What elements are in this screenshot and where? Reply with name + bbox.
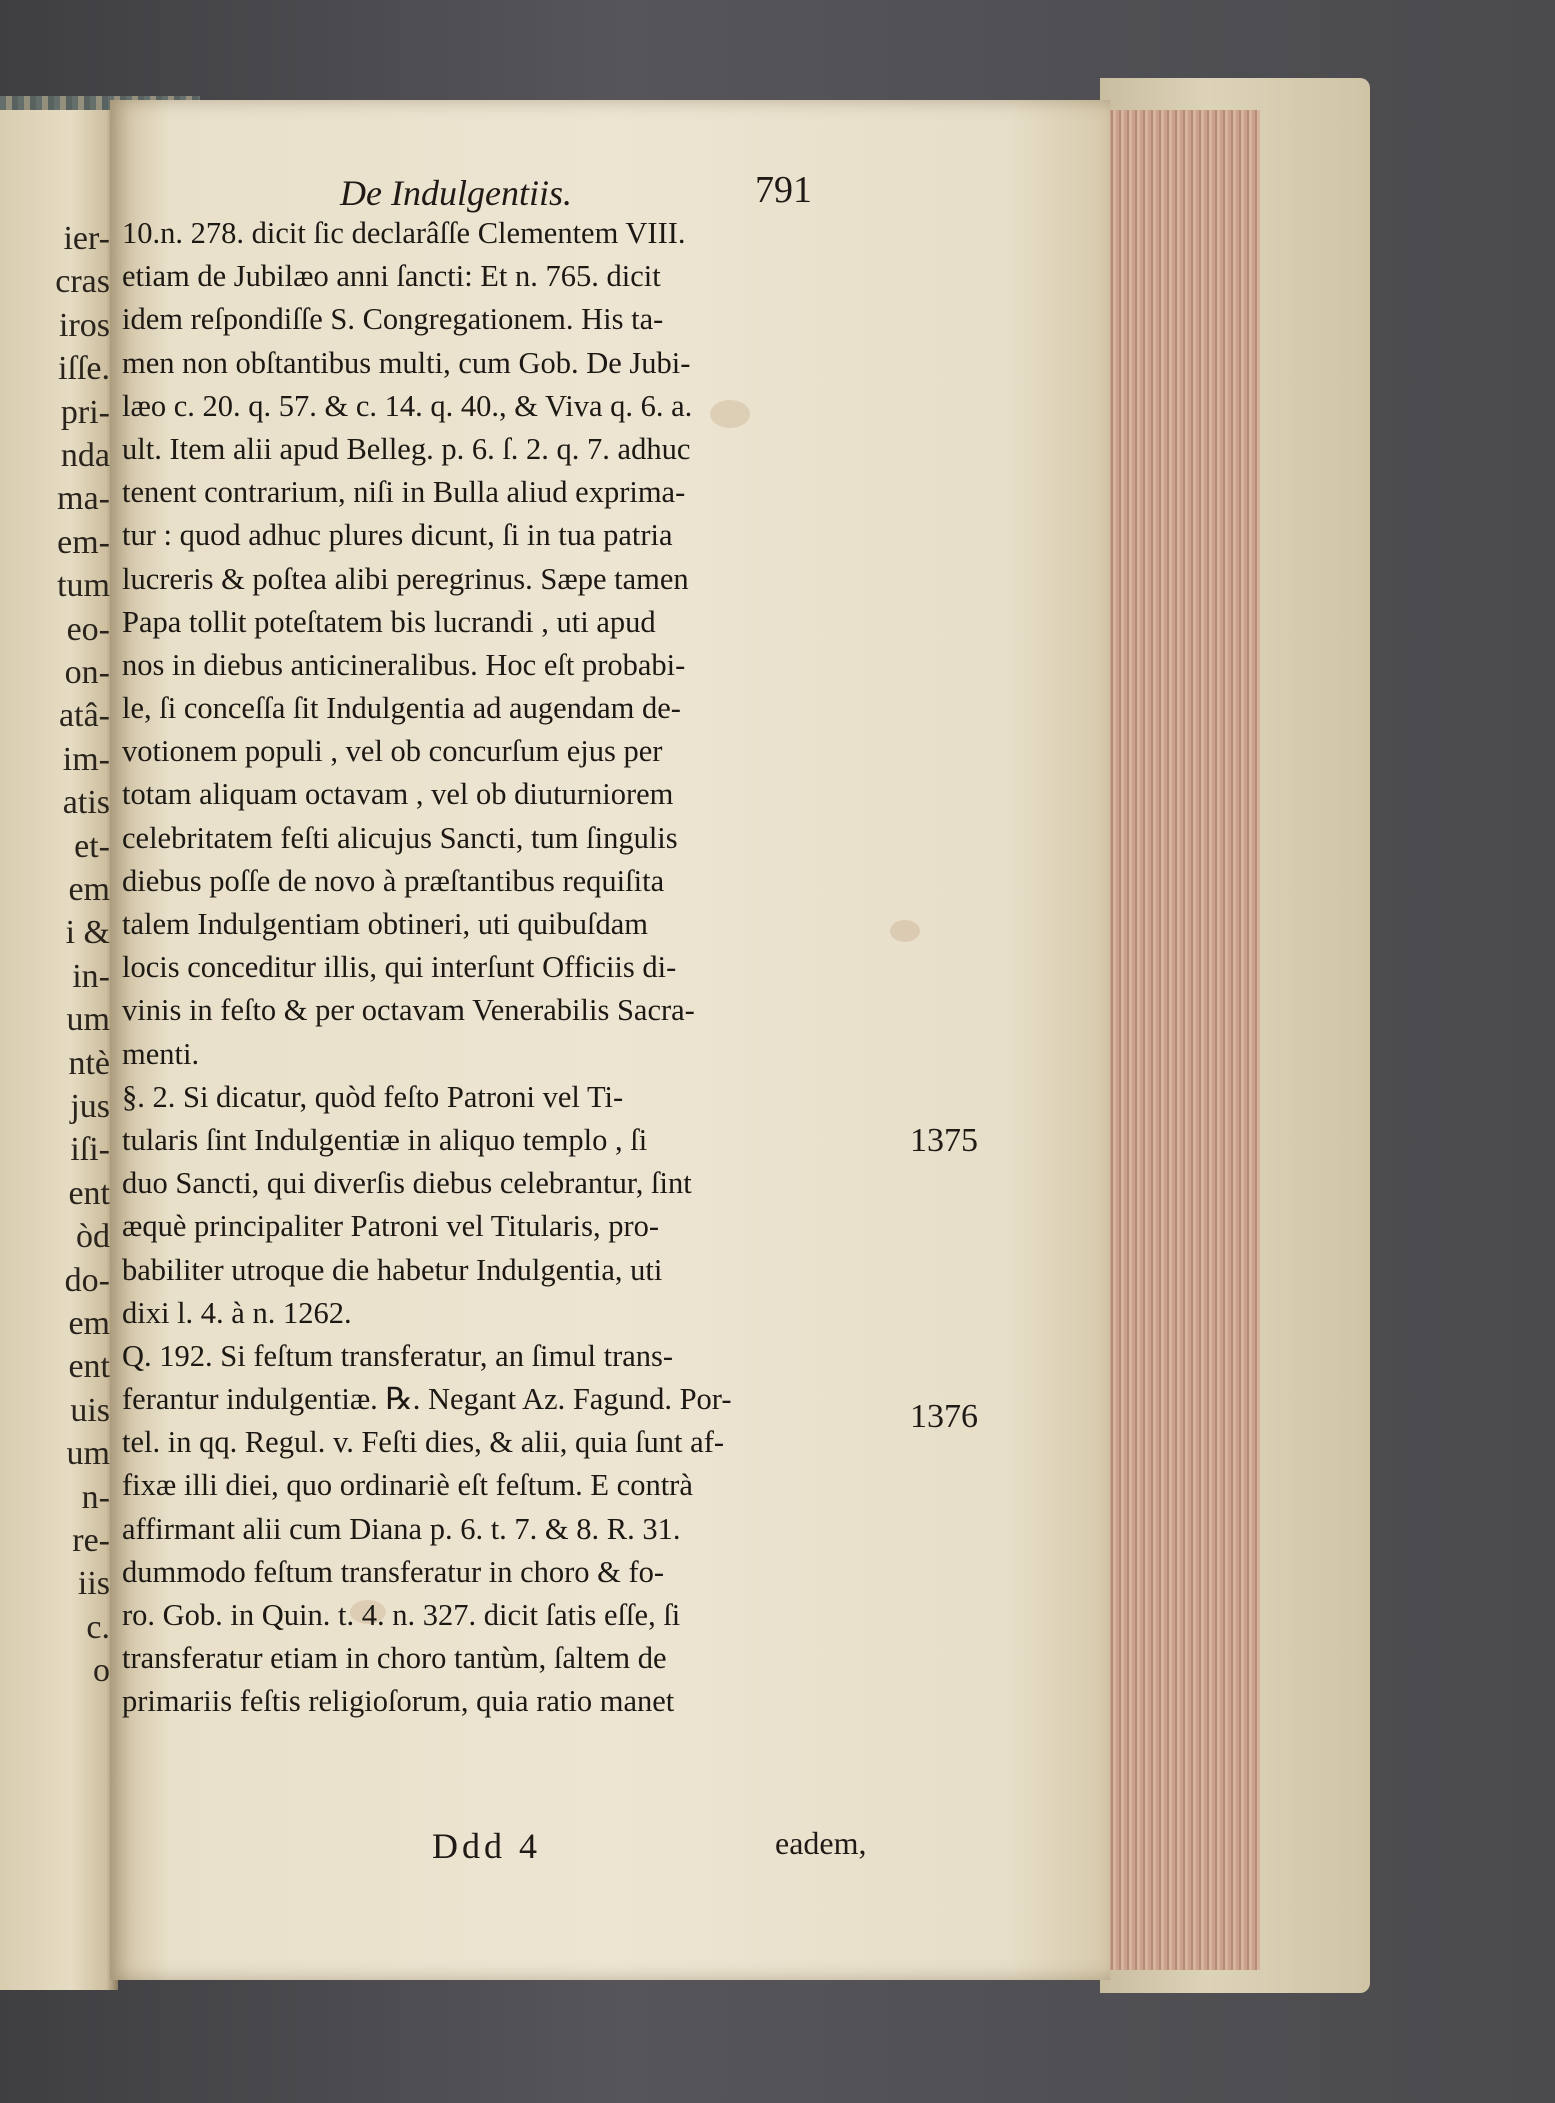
left-page-fragment: ier- — [63, 220, 110, 257]
left-page-fragment: ent — [68, 1348, 110, 1386]
text-line: æquè principaliter Patroni vel Titularis, pro- — [122, 1209, 660, 1244]
catchword: eadem, — [775, 1825, 867, 1861]
text-line: 10.n. 278. dicit ſic declarâſſe Clementem VIII. — [122, 216, 686, 250]
marginal-number: 1375 — [910, 1122, 978, 1159]
text-line: babiliter utroque die habetur Indulgentia, uti — [122, 1252, 663, 1287]
left-page-fragment: em- — [57, 523, 110, 561]
left-page-fragment: tum — [57, 567, 110, 605]
text-line: læo c. 20. q. 57. & c. 14. q. 40., & Viva q. 6. a. — [122, 388, 693, 423]
text-line: vinis in feſto & per octavam Venerabilis Sacra- — [122, 993, 695, 1028]
left-page-fragment: atâ- — [59, 697, 110, 735]
text-line: le, ſi conceſſa ſit Indulgentia ad augendam de- — [122, 691, 681, 726]
left-page-fragment: em — [68, 1305, 110, 1342]
left-page-fragment: on- — [64, 654, 110, 691]
text-line: transferatur etiam in choro tantùm, ſaltem de — [122, 1641, 667, 1676]
left-page-fragment: n- — [81, 1478, 110, 1516]
text-line: menti. — [122, 1036, 200, 1071]
text-line: idem reſpondiſſe S. Congregationem. His ta- — [122, 302, 664, 337]
text-line: duo Sancti, qui diverſis diebus celebrantur, ſint — [122, 1166, 692, 1201]
page-number: 791 — [755, 169, 812, 211]
left-page-fragment: ma- — [57, 480, 110, 518]
left-page-fragment: jus — [70, 1088, 110, 1125]
text-line: tel. in qq. Regul. v. Feſti dies, & alii, quia ſunt af- — [122, 1425, 725, 1460]
text-line: etiam de Jubilæo anni ſancti: Et n. 765. dicit — [122, 259, 661, 294]
text-line: §. 2. Si dicatur, quòd feſto Patroni vel Ti- — [122, 1079, 624, 1114]
left-page-fragment: em — [68, 871, 110, 908]
left-page-fragment: et- — [74, 827, 110, 865]
left-page-fragment: do- — [64, 1261, 110, 1299]
text-line: tenent contrarium, niſi in Bulla aliud exprima- — [122, 475, 686, 510]
running-head: De Indulgentiis. — [340, 173, 572, 213]
text-line: nos in diebus anticineralibus. Hoc eſt probabi- — [122, 647, 686, 682]
left-page-fragment: iros — [59, 306, 110, 344]
left-page-fragment: um — [66, 1001, 110, 1039]
left-page-fragment: òd — [76, 1218, 110, 1256]
left-page-fragment: atis — [62, 784, 110, 822]
text-line: dummodo feſtum transferatur in choro & fo- — [122, 1554, 665, 1589]
left-page-fragment: eo- — [66, 610, 110, 648]
text-line: totam aliquam octavam , vel ob diuturniorem — [122, 777, 674, 812]
left-page-fragment: i & — [65, 914, 110, 952]
text-line: tur : quod adhuc plures dicunt, ſi in tua patria — [122, 518, 673, 553]
text-line: lucreris & poſtea alibi peregrinus. Sæpe tamen — [122, 561, 689, 596]
text-line: primariis feſtis religioſorum, quia ratio manet — [122, 1684, 675, 1719]
left-page — [0, 110, 118, 1990]
text-line: tularis ſint Indulgentiæ in aliquo templo , ſi — [122, 1122, 648, 1157]
text-line: locis conceditur illis, qui interſunt Officiis di- — [122, 950, 677, 985]
text-line: Q. 192. Si feſtum transferatur, an ſimul trans- — [122, 1338, 674, 1373]
text-line: ferantur indulgentiæ. ℞. Negant Az. Fagund. Por- — [122, 1382, 732, 1417]
text-line: Papa tollit poteſtatem bis lucrandi , uti apud — [122, 604, 656, 639]
left-page-fragment: ent — [68, 1174, 110, 1212]
left-page-fragment: iſi- — [70, 1131, 110, 1169]
text-line: ro. Gob. in Quin. t. 4. n. 327. dicit ſatis eſſe, ſi — [122, 1598, 681, 1632]
signature-mark: Ddd 4 — [432, 1826, 541, 1866]
text-line: dixi l. 4. à n. 1262. — [122, 1295, 352, 1330]
text-line: celebritatem feſti alicujus Sancti, tum ſingulis — [122, 820, 678, 855]
left-page-fragment: iis — [77, 1565, 110, 1603]
left-page-fragment: pri- — [60, 393, 110, 431]
text-line: talem Indulgentiam obtineri, uti quibuſdam — [122, 907, 649, 941]
marginal-number: 1376 — [910, 1398, 978, 1435]
left-page-fragment: uis — [70, 1391, 110, 1429]
left-page-fragment: nda — [60, 437, 110, 474]
left-page-fragment: in- — [72, 957, 110, 995]
text-line: ult. Item alii apud Belleg. p. 6. ſ. 2. q. 7. adhuc — [122, 431, 691, 466]
left-page-fragment: c. — [86, 1608, 110, 1646]
text-line: affirmant alii cum Diana p. 6. t. 7. & 8. R. 31. — [122, 1511, 681, 1546]
left-page-fragment: cras — [55, 263, 110, 301]
text-line: diebus poſſe de novo à præſtantibus requiſita — [122, 863, 665, 898]
left-page-fragment: ntè — [68, 1044, 110, 1082]
text-line: fixæ illi diei, quo ordinariè eſt feſtum. E contrà — [122, 1468, 693, 1503]
left-page-fragment: im- — [62, 740, 110, 778]
left-page-fragment: re- — [72, 1522, 110, 1559]
body-text — [122, 212, 912, 1724]
left-page-fragment: iſſe. — [58, 350, 110, 388]
text-line: votionem populi , vel ob concurſum ejus per — [122, 734, 663, 769]
page-edges — [1100, 110, 1260, 1970]
left-page-fragment: o — [93, 1652, 110, 1690]
text-line: men non obſtantibus multi, cum Gob. De Jubi- — [122, 345, 691, 380]
left-page-fragment: um — [66, 1435, 110, 1473]
